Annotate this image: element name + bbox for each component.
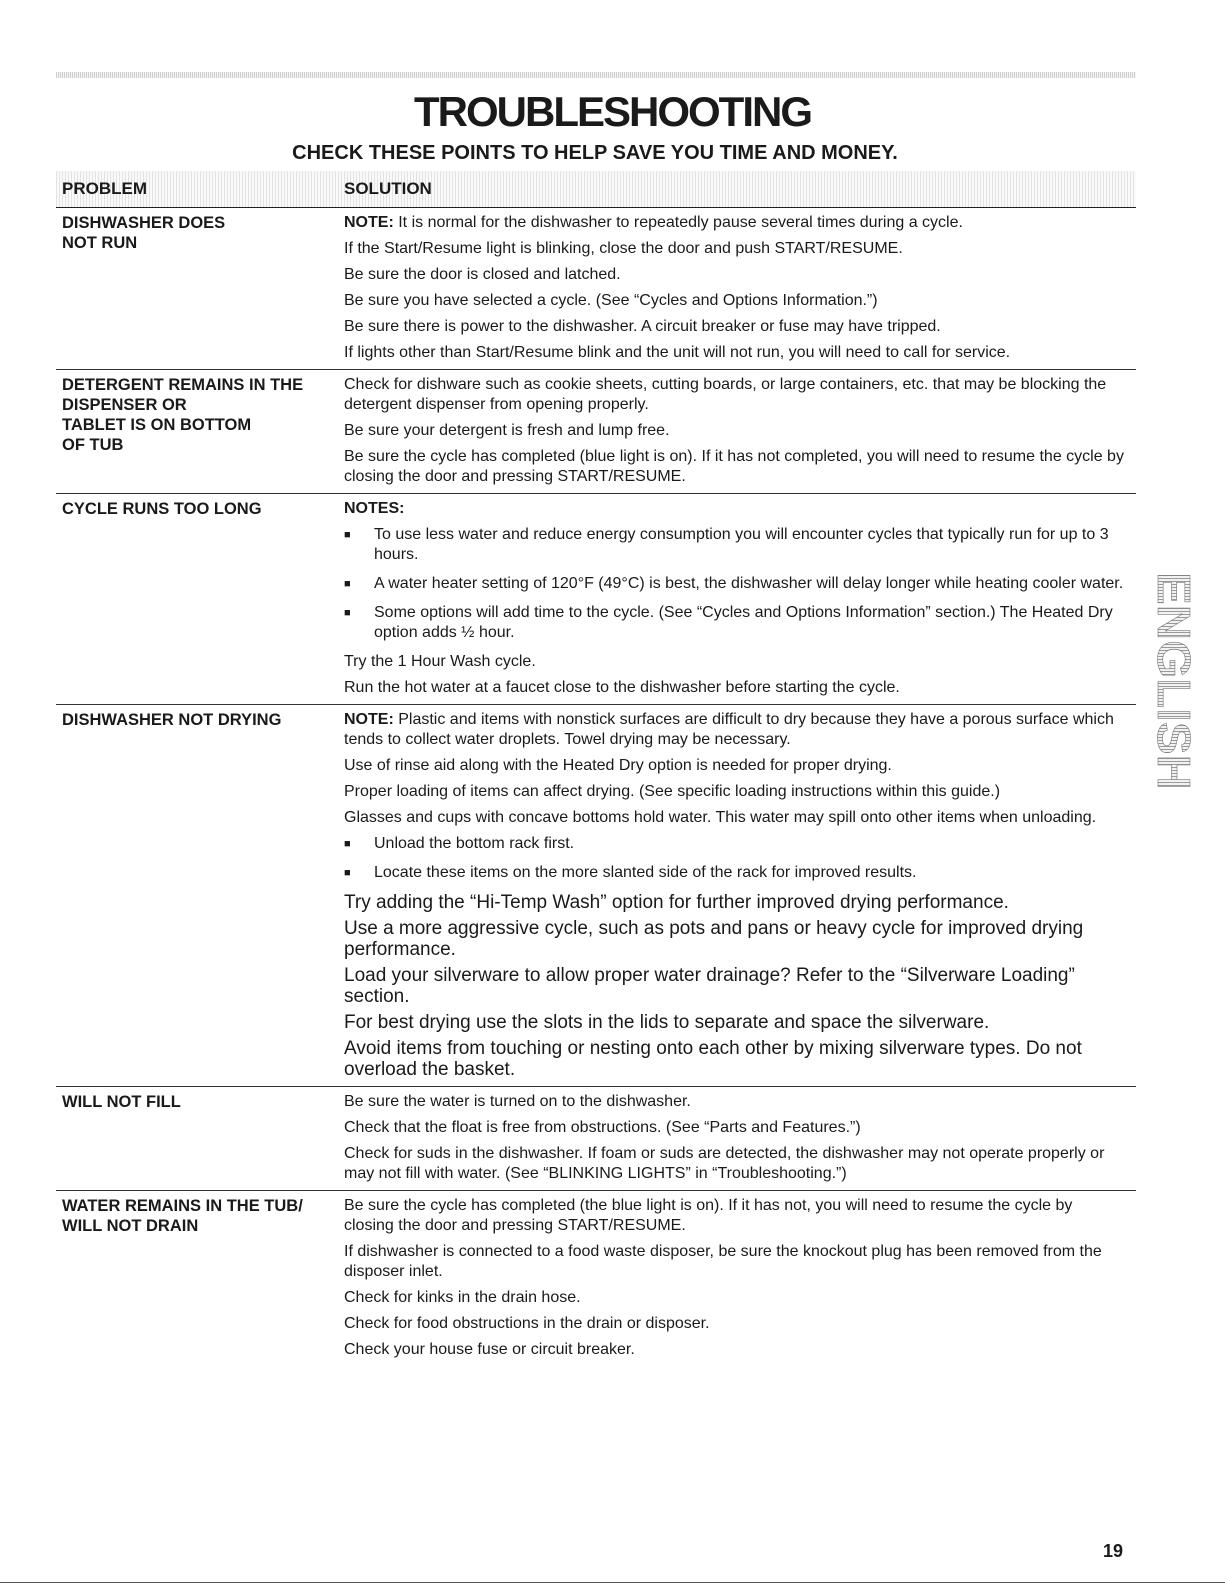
table-row [56, 1087, 1136, 1191]
solution-body: Check for food obstructions in the drain or disposer. [344, 1315, 710, 1332]
solution-body: Plastic and items with nonstick surfaces are difficult to dry because they have a porous surface which tends to collect water droplets. Towel drying may be necessary. [344, 711, 1114, 748]
side-tab-label: ENGLISH [1148, 572, 1200, 777]
problem-cell [56, 1196, 344, 1360]
bullet-item [344, 525, 1126, 565]
problem-cell [56, 499, 344, 698]
bullet-square-icon: ■ [344, 529, 351, 541]
solution-body: Be sure you have selected a cycle. (See “Cycles and Options Information.”) [344, 292, 878, 309]
problem-column-header: PROBLEM [62, 179, 147, 198]
table-row [56, 705, 1136, 1087]
solution-body: Be sure the cycle has completed (blue light is on). If it has not completed, you will need to resume the cycle by closing the door and pressing START/RESUME. [344, 448, 1124, 485]
problem-text: DETERGENT REMAINS IN THE [62, 376, 304, 394]
problem-text: DISHWASHER DOES [62, 214, 226, 232]
bullet-item [344, 603, 1126, 643]
solution-text [344, 1118, 1126, 1138]
solution-body: Be sure the water is turned on to the dishwasher. [344, 1093, 691, 1110]
solution-text [344, 1092, 1126, 1112]
solution-body: Be sure your detergent is fresh and lump free. [344, 422, 670, 439]
solution-text [344, 678, 1126, 698]
troubleshooting-table [56, 171, 1136, 1366]
solution-text [344, 1288, 1126, 1308]
solution-body: Run the hot water at a faucet close to the dishwasher before starting the cycle. [344, 679, 900, 696]
solution-column-header: SOLUTION [344, 179, 432, 198]
solution-body: Use of rinse aid along with the Heated Dry option is needed for proper drying. [344, 757, 892, 774]
problem-text: DISPENSER OR [62, 396, 187, 414]
solution-body: Proper loading of items can affect drying. (See specific loading instructions within this guide.) [344, 783, 1001, 800]
problem-text: DISHWASHER NOT DRYING [62, 711, 282, 729]
solution-text [344, 291, 1126, 311]
solution-text [344, 756, 1126, 776]
solution-body: For best drying use the slots in the lids to separate and space the silverware. [344, 1012, 990, 1033]
solution-text [344, 1314, 1126, 1334]
solution-cell [344, 375, 1136, 487]
note-label: NOTE: [344, 214, 394, 231]
solution-body: If the Start/Resume light is blinking, close the door and push START/RESUME. [344, 240, 903, 257]
solution-body: Try adding the “Hi-Temp Wash” option for further improved drying performance. [344, 892, 1009, 913]
solution-text [344, 1196, 1126, 1236]
bullet-item [344, 863, 1126, 883]
bullet-square-icon: ■ [344, 838, 351, 850]
problem-cell [56, 710, 344, 1080]
problem-cell [56, 1092, 344, 1184]
problem-text: NOT RUN [62, 234, 138, 252]
solution-text [344, 265, 1126, 285]
solution-text [344, 213, 1126, 233]
table-header [56, 171, 1136, 208]
page-title: TROUBLESHOOTING [414, 88, 811, 135]
solution-body: Avoid items from touching or nesting onto each other by mixing silverware types. Do not overload the basket. [344, 1038, 1082, 1080]
solution-text [344, 343, 1126, 363]
side-tab-english [1148, 572, 1200, 790]
solution-cell [344, 1196, 1136, 1360]
solution-cell [344, 710, 1136, 1080]
solution-text [344, 421, 1126, 441]
solution-text [344, 1242, 1126, 1282]
problem-text: WILL NOT DRAIN [62, 1217, 199, 1235]
solution-text [344, 652, 1126, 672]
solution-text [344, 499, 1126, 519]
note-label: NOTES: [344, 500, 405, 517]
solution-body: Check for suds in the dishwasher. If foam or suds are detected, the dishwasher may not operate properly or may not fill with water. (See “BLINKING LIGHTS” in “Troubleshooting.”) [344, 1145, 1105, 1182]
bullet-text: Locate these items on the more slanted side of the rack for improved results. [374, 864, 917, 881]
problem-text: TABLET IS ON BOTTOM [62, 416, 252, 434]
solution-body: Load your silverware to allow proper water drainage? Refer to the “Silverware Loading” section. [344, 965, 1075, 1007]
solution-text [344, 1340, 1126, 1360]
solution-text [344, 918, 1126, 960]
table-row [56, 494, 1136, 705]
page-number: 19 [1102, 1541, 1123, 1561]
solution-text [344, 1012, 1126, 1033]
bottom-rule [0, 1582, 1225, 1583]
bullet-item [344, 834, 1126, 854]
solution-body: Be sure the door is closed and latched. [344, 266, 621, 283]
page-subtitle: CHECK THESE POINTS TO HELP SAVE YOU TIME AND MONEY. [292, 142, 898, 164]
solution-text [344, 375, 1126, 415]
solution-body: Glasses and cups with concave bottoms hold water. This water may spill onto other items when unloading. [344, 809, 1097, 826]
bullet-square-icon: ■ [344, 867, 351, 879]
solution-body: Be sure there is power to the dishwasher. A circuit breaker or fuse may have tripped. [344, 318, 941, 335]
solution-cell [344, 1092, 1136, 1184]
table-row [56, 1191, 1136, 1366]
problem-text: WILL NOT FILL [62, 1093, 181, 1111]
solution-text [344, 782, 1126, 802]
bullet-square-icon: ■ [344, 607, 351, 619]
problem-cell [56, 213, 344, 363]
bullet-item [344, 574, 1126, 594]
solution-body: If lights other than Start/Resume blink and the unit will not run, you will need to call for service. [344, 344, 1011, 361]
problem-text: OF TUB [62, 436, 124, 454]
solution-text [344, 710, 1126, 750]
table-body [56, 208, 1136, 1366]
table-row [56, 370, 1136, 494]
solution-cell [344, 499, 1136, 698]
solution-body: If dishwasher is connected to a food waste disposer, be sure the knockout plug has been removed from the disposer inlet. [344, 1243, 1102, 1280]
note-label: NOTE: [344, 711, 394, 728]
bullet-square-icon: ■ [344, 578, 351, 590]
problem-text: WATER REMAINS IN THE TUB/ [62, 1197, 303, 1215]
solution-body: Check your house fuse or circuit breaker. [344, 1341, 635, 1358]
solution-text [344, 239, 1126, 259]
solution-text [344, 892, 1126, 913]
solution-text [344, 317, 1126, 337]
solution-text [344, 1144, 1126, 1184]
bullet-text: Some options will add time to the cycle. (See “Cycles and Options Information” section.) The Heated Dry option adds ½ hour. [374, 604, 1113, 641]
solution-cell [344, 213, 1136, 363]
solution-body: Be sure the cycle has completed (the blue light is on). If it has not, you will need to resume the cycle by closing the door and pressing START/RESUME. [344, 1197, 1073, 1234]
solution-text [344, 965, 1126, 1007]
solution-text [344, 808, 1126, 828]
solution-body: It is normal for the dishwasher to repeatedly pause several times during a cycle. [393, 214, 963, 231]
solution-body: Check for dishware such as cookie sheets, cutting boards, or large containers, etc. that may be blocking the detergent dispenser from opening properly. [344, 376, 1107, 413]
problem-text: CYCLE RUNS TOO LONG [62, 500, 262, 518]
bullet-text: A water heater setting of 120°F (49°C) is best, the dishwasher will delay longer while heating cooler water. [374, 575, 1124, 592]
top-rule [56, 72, 1136, 78]
table-row [56, 208, 1136, 370]
problem-cell [56, 375, 344, 487]
bullet-text: Unload the bottom rack first. [374, 835, 575, 852]
bullet-text: To use less water and reduce energy consumption you will encounter cycles that typically run for up to 3 hours. [374, 526, 1109, 563]
solution-body: Check for kinks in the drain hose. [344, 1289, 581, 1306]
solution-text [344, 1038, 1126, 1080]
solution-body: Check that the float is free from obstructions. (See “Parts and Features.”) [344, 1119, 861, 1136]
solution-body: Use a more aggressive cycle, such as pots and pans or heavy cycle for improved drying performance. [344, 918, 1084, 960]
solution-body: Try the 1 Hour Wash cycle. [344, 653, 536, 670]
solution-text [344, 447, 1126, 487]
